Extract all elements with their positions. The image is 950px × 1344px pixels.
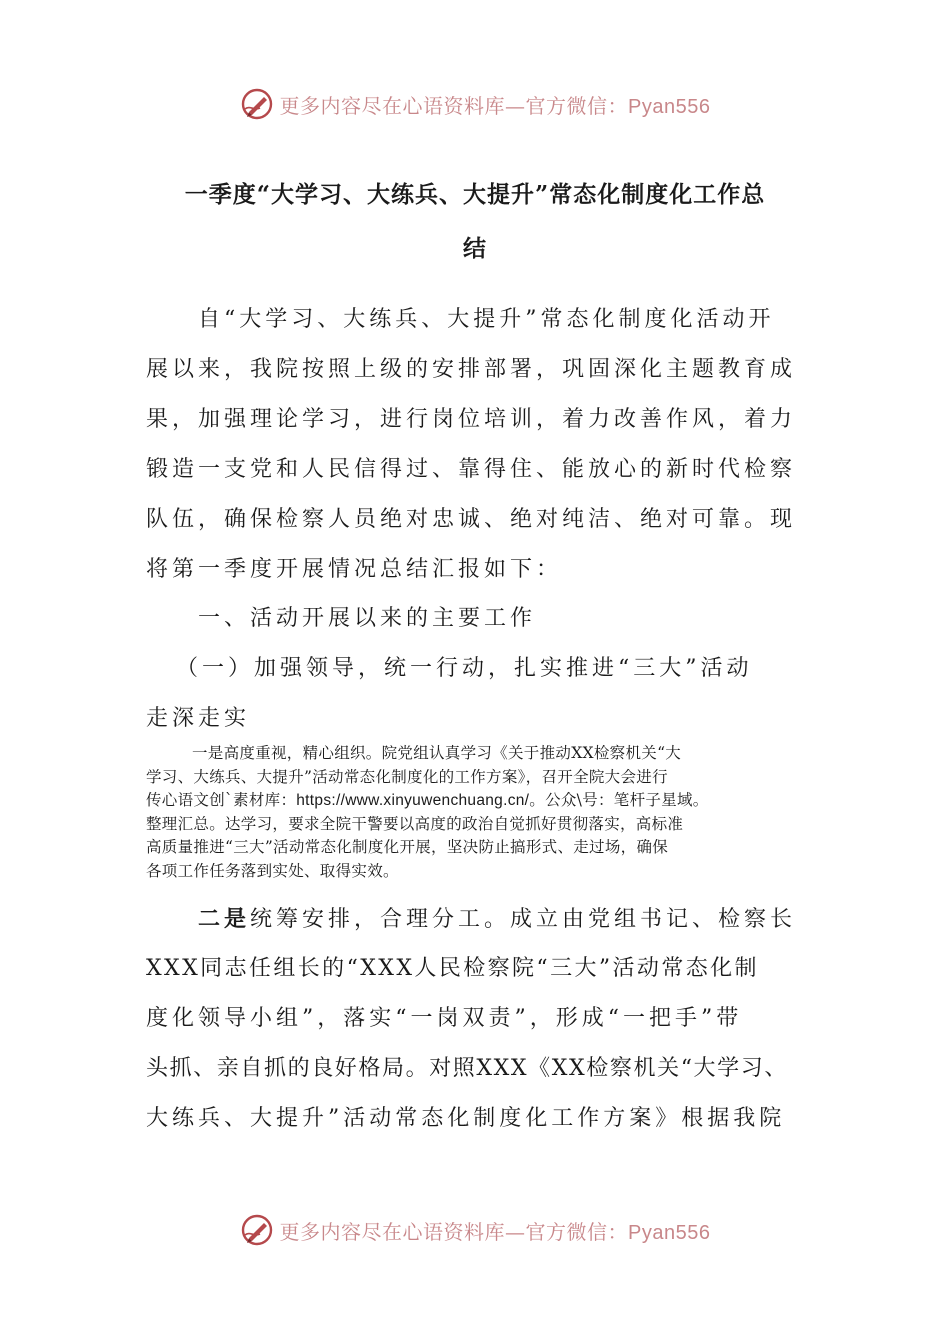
banner-text: 更多内容尽在心语资料库—官方微信：Pyan556	[279, 1219, 711, 1244]
intro-line: 锻造一支党和人民信得过、靠得住、能放心的新时代检察	[146, 457, 797, 482]
intro-line: 将第一季度开展情况总结汇报如下：	[146, 557, 563, 582]
document-title	[120, 168, 830, 276]
subsection-heading-line-1: （一）加强领导，统一行动，扎实推进“三大”活动	[176, 656, 753, 681]
small-line: 一是高度重视，精心组织。院党组认真学习《关于推动XX检察机关“大	[192, 744, 682, 762]
para2-line: 度化领导小组”，落实“一岗双责”，形成“一把手”带	[146, 1006, 743, 1031]
banner-text: 更多内容尽在心语资料库—官方微信：Pyan556	[279, 93, 711, 118]
para2-line: XXX同志任组长的“XXX人民检察院“三大”活动常态化制	[146, 956, 759, 981]
wechat-id: Pyan556	[628, 95, 711, 118]
title-line-1: 一季度“大学习、大练兵、大提升”常态化制度化工作总	[184, 181, 766, 208]
para2-lead: 二是	[198, 906, 251, 932]
intro-line: 队伍，确保检察人员绝对忠诚、绝对纯洁、绝对可靠。现	[146, 507, 797, 532]
wechat-id: Pyan556	[628, 1221, 711, 1244]
pen-logo-icon	[240, 1213, 274, 1247]
small-line: 传心语文创`素材库：https://www.xinyuwenchuang.cn/。公众\号：笔杆子星域。	[146, 791, 709, 809]
pen-logo-icon	[240, 87, 274, 121]
intro-line: 果，加强理论学习，进行岗位培训，着力改善作风，着力	[146, 407, 797, 432]
source-url: https://www.xinyuwenchuang.cn/	[296, 792, 530, 809]
small-line: 整理汇总。达学习，要求全院干警要以高度的政治自觉抓好贯彻落实，高标准	[146, 814, 684, 833]
para2-line: 头抓、亲自抓的良好格局。对照XXX《XX检察机关“大学习、	[146, 1056, 788, 1081]
intro-line: 展以来，我院按照上级的安排部署，巩固深化主题教育成	[146, 357, 797, 382]
subsection-heading-line-2: 走深走实	[146, 706, 251, 731]
small-line: 高质量推进“三大”活动常态化制度化开展，坚决防止搞形式、走过场，确保	[146, 838, 669, 856]
intro-line: 自“大学习、大练兵、大提升”常态化制度化活动开	[198, 307, 775, 332]
title-line-2: 结	[463, 235, 487, 262]
header-banner	[0, 84, 950, 124]
small-line: 各项工作任务落到实处、取得实效。	[146, 861, 399, 880]
section-heading: 一、活动开展以来的主要工作	[198, 606, 537, 631]
small-line: 学习、大练兵、大提升”活动常态化制度化的工作方案》，召开全院大会进行	[146, 767, 668, 786]
para2-line: 二是统筹安排，合理分工。成立由党组书记、检察长	[198, 906, 797, 932]
footer-banner	[0, 1210, 950, 1250]
small-paragraph	[146, 742, 806, 883]
para2-line: 大练兵、大提升”活动常态化制度化工作方案》根据我院	[146, 1106, 786, 1131]
